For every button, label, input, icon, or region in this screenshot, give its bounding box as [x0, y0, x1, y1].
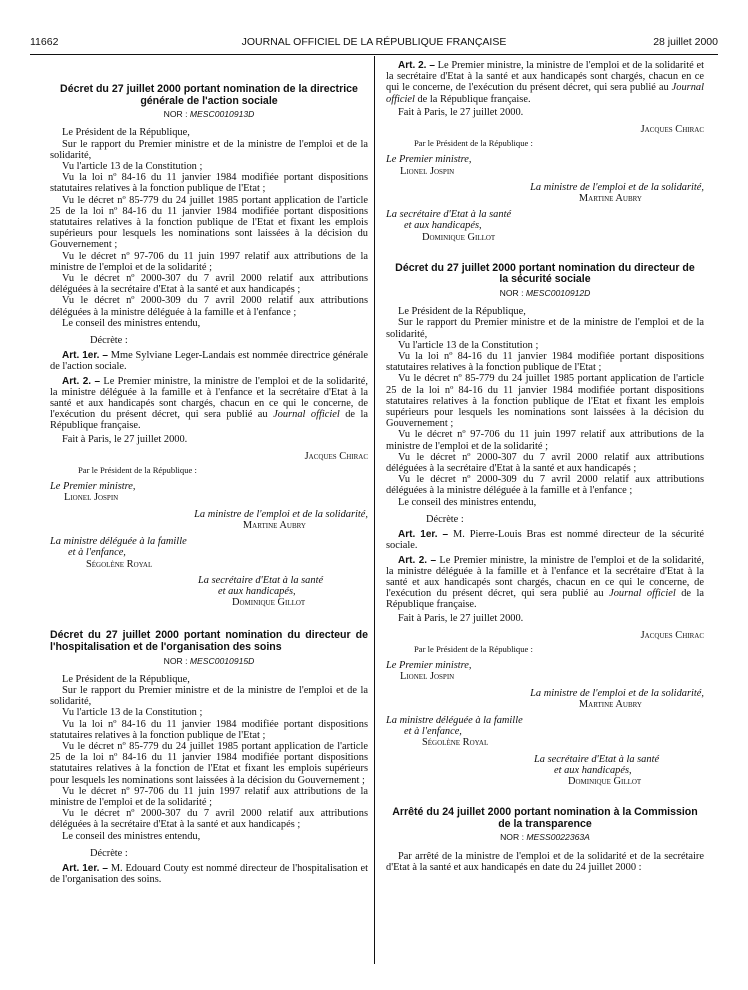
signatory-name: Lionel Jospin — [400, 671, 455, 683]
journal-officiel-ref: Journal officiel — [609, 588, 676, 600]
nor-reference — [50, 109, 368, 120]
decree-paragraph: Le conseil des ministres entendu, — [62, 830, 201, 842]
signatory-role-cont: et aux handicapés, — [404, 220, 482, 232]
fait-a-paris: Fait à Paris, le 27 juillet 2000. — [62, 433, 188, 445]
nor-reference — [50, 656, 368, 667]
decree-paragraph: Par arrêté de la ministre de l'emploi et de la solidarité et de la secrétaire d'Etat à la santé et aux handicapés en date du 24 juillet 2000 : — [386, 850, 704, 873]
article-text: M. Pierre-Louis Bras est nommé directeur de la sécurité sociale. — [386, 529, 704, 552]
decree-paragraph: Vu le décret nº 97-706 du 11 juin 1997 relatif aux attributions de la ministre de l'emploi et de la solidarité ; — [50, 250, 368, 273]
signatory-name: Lionel Jospin — [400, 165, 455, 177]
signatory-name: Martine Aubry — [578, 698, 642, 710]
article-label: Art. 1er. – — [62, 862, 108, 874]
signatory-role: Le Premier ministre, — [386, 154, 472, 166]
decree-paragraph: Le Président de la République, — [62, 127, 190, 139]
decree-paragraph: Le Président de la République, — [398, 306, 526, 318]
nor-code: MESS0022363A — [526, 832, 590, 843]
journal-officiel-ref: Journal officiel — [273, 409, 340, 421]
article-text: M. Edouard Couty est nommé directeur de l'hospitalisation et de l'organisation des soins. — [50, 862, 368, 886]
article-1 — [386, 529, 704, 551]
signatory-role: La secrétaire d'Etat à la santé — [198, 574, 324, 586]
fait-a-paris: Fait à Paris, le 27 juillet 2000. — [398, 612, 524, 624]
nor-code: MESC0010915D — [189, 655, 255, 666]
signature-ministre-emploi — [386, 182, 704, 204]
column-divider — [374, 56, 375, 964]
decree-paragraph: Vu le décret nº 97-706 du 11 juin 1997 relatif aux attributions de la ministre de l'emploi et de la solidarité ; — [386, 429, 704, 452]
decrete-heading: Décrète : — [426, 513, 464, 525]
article-label: Art. 2. – — [398, 554, 437, 566]
signature-ministre-famille — [50, 536, 368, 570]
article-text-end: de la République française. — [50, 409, 368, 432]
nor-reference — [386, 288, 704, 299]
nor-label: NOR : — [500, 832, 524, 843]
signatory-role: La ministre de l'emploi et de la solidarité, — [194, 508, 368, 520]
article-text: Le Premier ministre, la ministre de l'emploi et de la solidarité, la ministre déléguée à la famille et à l'enfance et la secrétaire d'Etat à la santé et aux handicapés sont chargés, chacun en ce qui le concerne, de l'exécution du présent décret, qui sera publié au — [386, 554, 704, 600]
signature-premier-ministre — [50, 481, 368, 503]
article-text-end: de la République française. — [417, 93, 531, 105]
president-signature: Jacques Chirac — [640, 629, 704, 641]
decree-paragraph: Vu la loi nº 84-16 du 11 janvier 1984 modifiée portant dispositions statutaires relatives à la fonction publique de l'Etat ; — [50, 172, 368, 195]
article-text: Le Premier ministre, la ministre de l'emploi et de la solidarité, la ministre déléguée à la famille et à l'enfance et la secrétaire d'Etat à la santé et aux handicapés sont chargés, chacun en ce qui le concerne, de l'exécution du présent décret, qui sera publié au — [50, 375, 368, 421]
signatory-role: La secrétaire d'Etat à la santé — [534, 753, 660, 765]
decree-paragraph: Vu le décret nº 85-779 du 24 juillet 1985 portant application de l'article 25 de la loi nº 84-16 du 11 janvier 1984 modifiée portant dispositions statutaires relatives à la fonction publique de l'Etat et fixant les emplois supérieurs pour lesquels les nominations sont laissées à la décision du Gouvernement ; — [50, 194, 368, 251]
decree-paragraph: Le conseil des ministres entendu, — [62, 317, 201, 329]
article-2 — [386, 555, 704, 611]
signature-ministre-famille — [386, 715, 704, 749]
signatory-name: Ségolène Royal — [86, 558, 153, 570]
nor-label: NOR : — [499, 288, 524, 299]
signatory-role: La ministre de l'emploi et de la solidarité, — [530, 181, 704, 193]
signatory-name: Martine Aubry — [242, 519, 306, 531]
decree-title: Décret du 27 juillet 2000 portant nomination du directeur de la sécurité sociale — [395, 261, 695, 286]
article-2 — [386, 60, 704, 105]
signatory-role: La ministre de l'emploi et de la solidarité, — [530, 687, 704, 699]
decree-paragraph: Vu le décret nº 97-706 du 11 juin 1997 relatif aux attributions de la ministre de l'emploi et de la solidarité ; — [50, 785, 368, 808]
signature-secretaire-sante — [534, 754, 704, 788]
article-label: Art. 1er. – — [398, 529, 449, 541]
par-le-president: Par le Président de la République : — [78, 465, 197, 476]
article-label: Art. 2. – — [398, 60, 435, 71]
decree-paragraph: Vu le décret nº 85-779 du 24 juillet 1985 portant application de l'article 25 de la loi nº 84-16 du 11 janvier 1984 modifiée portant dispositions statutaires relatives à la fonction de l'Etat et fixant les emplois supérieurs pour lesquels les nominations sont laissées à la décision du Gouvernement ; — [50, 740, 368, 786]
signature-ministre-emploi — [386, 688, 704, 710]
signatory-name: Dominique Gillot — [568, 775, 642, 787]
signatory-role-cont: et à l'enfance, — [68, 547, 126, 559]
signatory-name: Martine Aubry — [578, 193, 642, 205]
president-signature: Jacques Chirac — [304, 450, 368, 462]
article-2 — [50, 376, 368, 432]
journal-officiel-ref: Journal officiel — [386, 82, 704, 105]
signatory-role-cont: et à l'enfance, — [404, 726, 462, 738]
nor-reference — [386, 832, 704, 843]
article-label: Art. 1er. – — [62, 350, 108, 362]
signature-secretaire-sante — [386, 209, 704, 243]
header-rule — [30, 54, 718, 55]
decree-paragraph: Vu le décret nº 85-779 du 24 juillet 1985 portant application de l'article 25 de la loi nº 84-16 du 11 janvier 1984 modifiée portant dispositions statutaires relatives à la fonction publique de l'Etat et fixant les emplois supérieurs pour lesquels les nominations sont laissées à la décision du Gouvernement ; — [386, 373, 704, 430]
nor-code: MESC0010912D — [525, 288, 591, 299]
decree-title: Décret du 27 juillet 2000 portant nomination du directeur de l'hospitalisation et de l'organisation des soins — [50, 629, 368, 653]
fait-a-paris: Fait à Paris, le 27 juillet 2000. — [398, 106, 524, 118]
decree-paragraph: Le Président de la République, — [62, 673, 190, 685]
article-1 — [50, 350, 368, 372]
signatory-role-cont: et aux handicapés, — [554, 764, 632, 776]
signatory-name: Lionel Jospin — [64, 492, 119, 504]
decree-paragraph: Vu l'article 13 de la Constitution ; — [398, 339, 539, 351]
decree-paragraph: Sur le rapport du Premier ministre et de la ministre de l'emploi et de la solidarité, — [50, 138, 368, 161]
signatory-role: La ministre déléguée à la famille — [386, 714, 523, 726]
decrete-heading: Décrète : — [90, 847, 128, 859]
page-header — [30, 36, 718, 52]
signatory-role: La secrétaire d'Etat à la santé — [386, 209, 512, 221]
decree-paragraph: Vu le décret nº 2000-309 du 7 avril 2000 relatif aux attributions déléguées à la ministre déléguée à la famille et à l'enfance ; — [50, 295, 368, 318]
article-text: Mme Sylviane Leger-Landais est nommée directrice générale de l'action sociale. — [50, 350, 368, 373]
decree-paragraph: Sur le rapport du Premier ministre et de la ministre de l'emploi et de la solidarité, — [386, 317, 704, 340]
president-signature: Jacques Chirac — [640, 124, 704, 136]
page-number: 11662 — [30, 36, 59, 48]
decree-paragraph: Vu l'article 13 de la Constitution ; — [62, 161, 203, 172]
decrete-heading: Décrète : — [90, 335, 128, 347]
par-le-president: Par le Président de la République : — [414, 138, 533, 149]
nor-code: MESC0010913D — [189, 109, 255, 120]
signatory-role: Le Premier ministre, — [386, 660, 472, 672]
signature-ministre-emploi — [50, 509, 368, 531]
left-column — [50, 60, 368, 885]
signatory-role-cont: et aux handicapés, — [218, 585, 296, 597]
decree-paragraph: Vu l'article 13 de la Constitution ; — [62, 707, 203, 719]
decree-title: Arrêté du 24 juillet 2000 portant nomination à la Commission de la transparence — [392, 806, 698, 830]
decree-paragraph: Vu le décret nº 2000-307 du 7 avril 2000 relatif aux attributions déléguées à la secrétaire d'Etat à la santé et aux handicapés ; — [50, 273, 368, 296]
right-column — [386, 60, 704, 873]
nor-label: NOR : — [163, 655, 188, 666]
decree-paragraph: Vu le décret nº 2000-309 du 7 avril 2000 relatif aux attributions déléguées à la ministre déléguée à la famille et à l'enfance ; — [386, 474, 704, 497]
decree-paragraph: Vu la loi nº 84-16 du 11 janvier 1984 modifiée portant dispositions statutaires relatives à la fonction publique de l'Etat ; — [50, 718, 368, 741]
signatory-name: Dominique Gillot — [422, 231, 496, 243]
nor-label: NOR : — [163, 109, 188, 120]
journal-title: JOURNAL OFFICIEL DE LA RÉPUBLIQUE FRANÇAISE — [241, 36, 507, 48]
article-label: Art. 2. – — [62, 375, 101, 387]
signatory-role: La ministre déléguée à la famille — [50, 536, 187, 548]
article-text: Le Premier ministre, la ministre de l'emploi et de la solidarité et la secrétaire d'Etat à la santé et aux handicapés sont chargés, chacun en ce qui le concerne, de l'exécution du présent décret, qui sera publié au — [386, 60, 704, 94]
signatory-name: Dominique Gillot — [232, 597, 306, 609]
signatory-role: Le Premier ministre, — [50, 481, 136, 493]
signatory-name: Ségolène Royal — [422, 737, 489, 749]
decree-paragraph: Sur le rapport du Premier ministre et de la ministre de l'emploi et de la solidarité, — [50, 684, 368, 708]
signature-secretaire-sante — [198, 575, 368, 609]
signature-premier-ministre — [386, 660, 704, 682]
decree-paragraph: Vu le décret nº 2000-307 du 7 avril 2000 relatif aux attributions déléguées à la secrétaire d'Etat à la santé et aux handicapés ; — [386, 451, 704, 475]
article-text-end: de la République française. — [386, 588, 704, 611]
signature-premier-ministre — [386, 154, 704, 176]
decree-paragraph: Vu le décret nº 2000-307 du 7 avril 2000 relatif aux attributions déléguées à la secrétaire d'Etat à la santé et aux handicapés ; — [50, 808, 368, 831]
decree-title: Décret du 27 juillet 2000 portant nomination de la directrice générale de l'action sociale — [60, 83, 358, 107]
par-le-president: Par le Président de la République : — [414, 643, 533, 654]
issue-date: 28 juillet 2000 — [653, 36, 718, 48]
decree-paragraph: Le conseil des ministres entendu, — [398, 496, 537, 508]
article-1 — [50, 863, 368, 885]
decree-paragraph: Vu la loi nº 84-16 du 11 janvier 1984 modifiée portant dispositions statutaires relatives à la fonction publique de l'Etat ; — [386, 351, 704, 374]
